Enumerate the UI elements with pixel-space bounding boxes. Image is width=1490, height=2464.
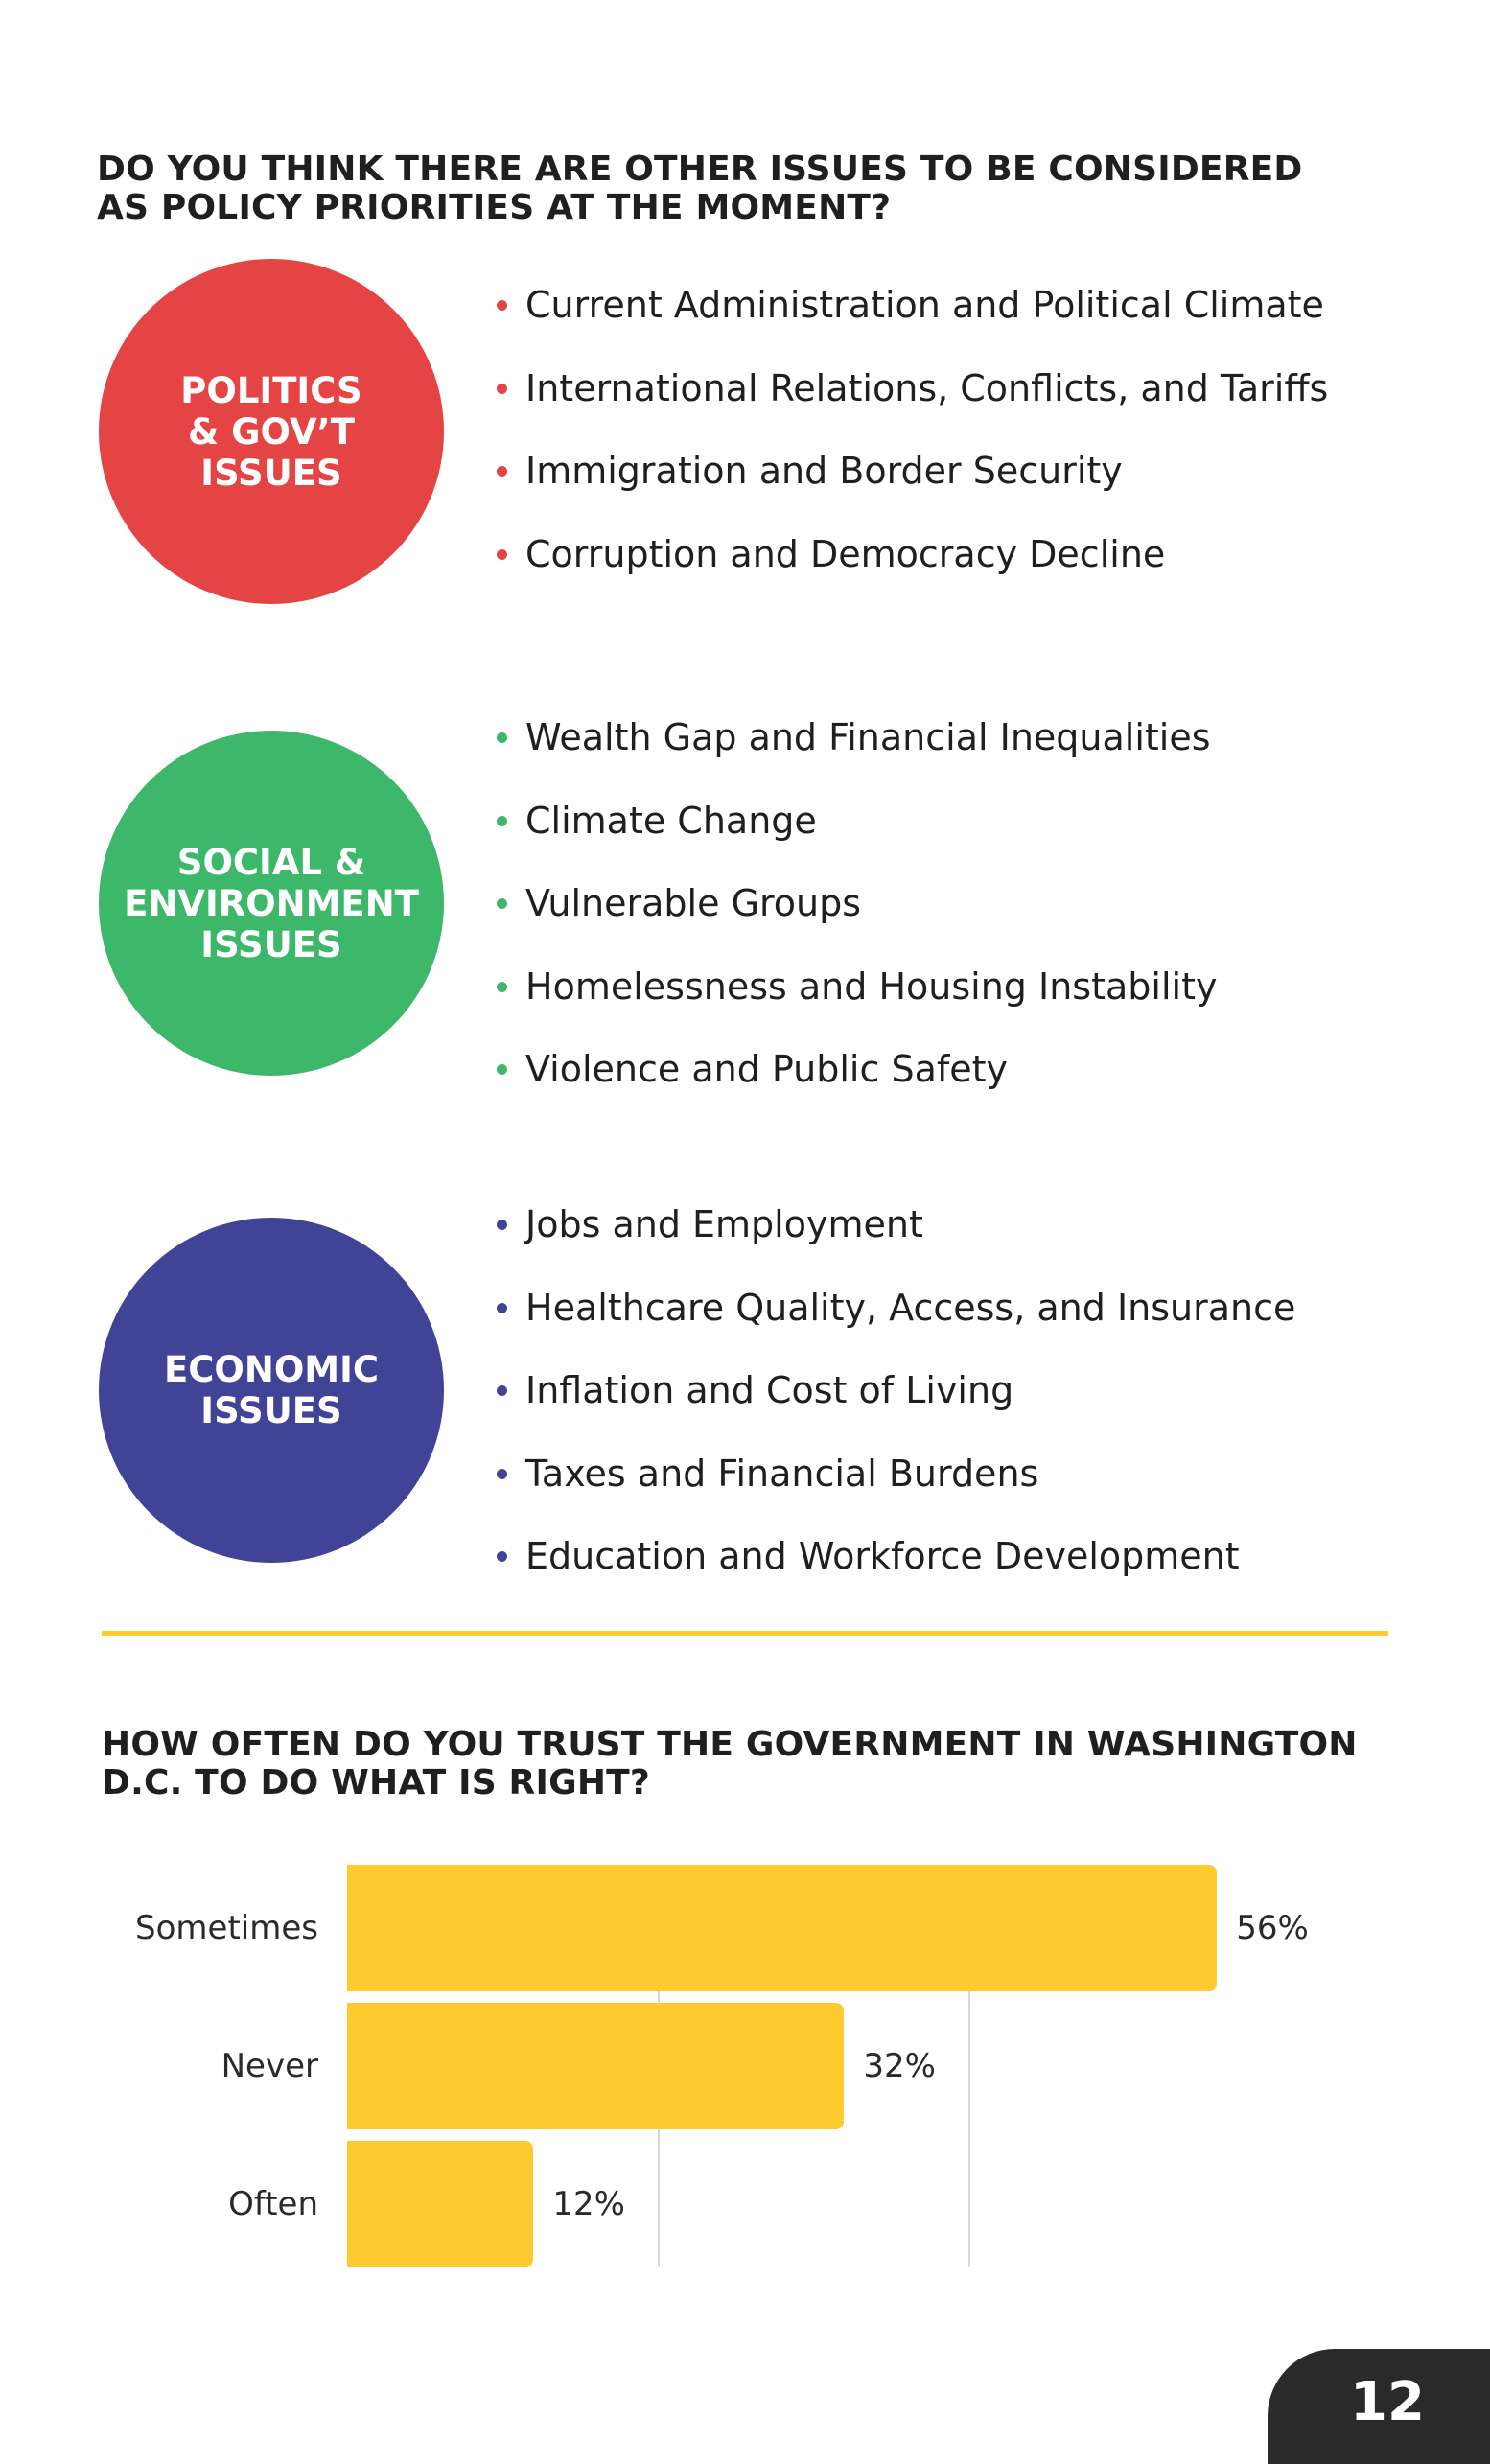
list-item-text: Wealth Gap and Financial Inequalities xyxy=(525,716,1211,758)
chart-value-label: 56% xyxy=(1236,1909,1309,1947)
section-divider xyxy=(102,1631,1388,1636)
list-item xyxy=(497,1432,1295,1516)
list-item-text: Corruption and Democracy Decline xyxy=(525,532,1166,575)
question-2-heading-line: HOW OFTEN DO YOU TRUST THE GOVERNMENT IN WASHINGTON xyxy=(102,1725,1358,1764)
list-item-text: Education and Workforce Development xyxy=(525,1535,1240,1577)
badge-label-line: & GOV’T xyxy=(188,410,355,453)
badge-label-line: ISSUES xyxy=(200,1390,342,1431)
economic-issues-badge xyxy=(99,1218,444,1563)
list-item xyxy=(497,513,1328,596)
question-1-heading xyxy=(97,151,1303,227)
list-item-text: Climate Change xyxy=(525,799,817,842)
bullet-dot xyxy=(497,982,507,992)
list-item xyxy=(497,1515,1295,1598)
badge-label-line: ECONOMIC xyxy=(163,1349,380,1390)
page-number-tab xyxy=(1268,2349,1490,2464)
badge-label-line: SOCIAL & xyxy=(176,841,366,883)
chart-bar xyxy=(347,1865,1217,1991)
chart-category-label: Often xyxy=(228,2185,318,2223)
bullet-dot xyxy=(497,300,507,311)
social-environment-issues-list xyxy=(497,696,1217,1111)
list-item-text: Healthcare Quality, Access, and Insurance xyxy=(525,1286,1296,1329)
list-item-text: International Relations, Conflicts, and Tariffs xyxy=(525,366,1329,409)
question-2-heading-line: D.C. TO DO WHAT IS RIGHT? xyxy=(102,1763,650,1802)
question-1-heading-line: AS POLICY PRIORITIES AT THE MOMENT? xyxy=(97,188,892,227)
badge-label-line: ENVIRONMENT xyxy=(124,882,419,924)
economic-issues-list xyxy=(497,1183,1295,1598)
list-item xyxy=(497,430,1328,513)
bullet-dot xyxy=(497,549,507,560)
list-item-text: Homelessness and Housing Instability xyxy=(525,965,1218,1008)
list-item xyxy=(497,1267,1295,1350)
list-item-text: Taxes and Financial Burdens xyxy=(525,1452,1039,1495)
bullet-dot xyxy=(497,384,507,394)
badge-label-line: ISSUES xyxy=(200,452,342,494)
list-item xyxy=(497,1183,1295,1267)
list-item xyxy=(497,779,1217,863)
bullet-dot xyxy=(497,1469,507,1479)
list-item xyxy=(497,945,1217,1029)
politics-issues-badge xyxy=(99,259,444,604)
list-item xyxy=(497,1028,1217,1111)
bullet-dot xyxy=(497,1303,507,1313)
list-item-text: Inflation and Cost of Living xyxy=(525,1369,1014,1411)
politics-issues-list xyxy=(497,264,1328,595)
bullet-dot xyxy=(497,816,507,826)
question-1-heading-line: DO YOU THINK THERE ARE OTHER ISSUES TO BE CONSIDERED xyxy=(97,150,1303,189)
bullet-dot xyxy=(497,1551,507,1562)
list-item xyxy=(497,1349,1295,1432)
chart-category-label: Sometimes xyxy=(135,1909,318,1947)
badge-label-line: ISSUES xyxy=(200,923,342,965)
badge-label-line: POLITICS xyxy=(180,369,362,411)
page-number: 12 xyxy=(1350,2370,1425,2433)
question-2-heading xyxy=(102,1726,1358,1802)
bullet-dot xyxy=(497,1220,507,1230)
chart-category-label: Never xyxy=(221,2047,318,2085)
chart-bar xyxy=(347,2003,844,2129)
bullet-dot xyxy=(497,1385,507,1396)
list-item xyxy=(497,347,1328,430)
list-item-text: Immigration and Border Security xyxy=(525,450,1123,492)
bullet-dot xyxy=(497,898,507,909)
list-item xyxy=(497,862,1217,945)
list-item xyxy=(497,696,1217,779)
list-item-text: Vulnerable Groups xyxy=(525,882,862,924)
chart-bar xyxy=(347,2141,533,2267)
chart-value-label: 32% xyxy=(863,2047,936,2085)
list-item-text: Violence and Public Safety xyxy=(525,1048,1008,1090)
bullet-dot xyxy=(497,732,507,743)
list-item-text: Current Administration and Political Climate xyxy=(525,284,1324,326)
list-item-text: Jobs and Employment xyxy=(525,1203,923,1245)
list-item xyxy=(497,264,1328,347)
bullet-dot xyxy=(497,466,507,477)
bullet-dot xyxy=(497,1064,507,1075)
chart-value-label: 12% xyxy=(552,2185,625,2223)
social-environment-issues-badge xyxy=(99,731,444,1076)
